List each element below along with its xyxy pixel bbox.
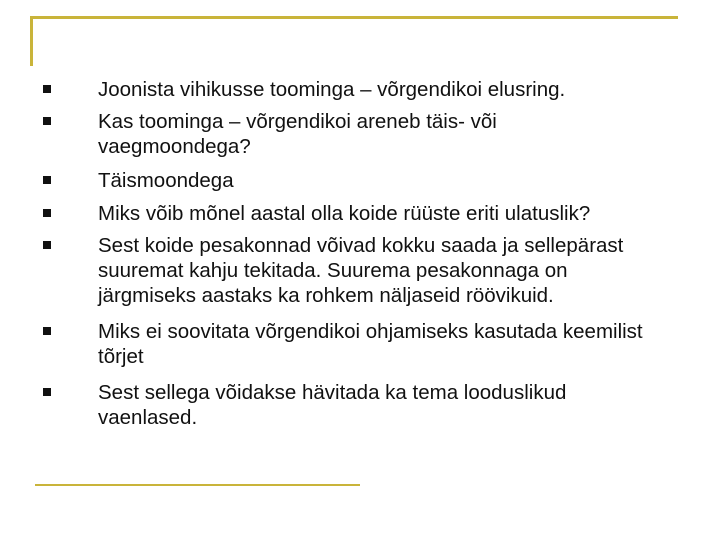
bottom-rule xyxy=(35,484,360,486)
square-bullet-icon xyxy=(43,327,51,335)
square-bullet-icon xyxy=(43,85,51,93)
square-bullet-icon xyxy=(43,388,51,396)
square-bullet-icon xyxy=(43,209,51,217)
item-text: Miks ei soovitata võrgendikoi ohjamiseks kasutada keemilist tõrjet xyxy=(98,320,643,368)
item-text: Sest koide pesakonnad võivad kokku saada ja sellepärast suuremat kahju tekitada. Suurema pesakonnaga on järgmiseks aastaks ka rohkem näljaseid röövikuid. xyxy=(98,234,624,307)
frame-left-border xyxy=(30,16,33,66)
frame-top-border xyxy=(30,16,678,19)
item-text: Miks võib mõnel aastal olla koide rüüste eriti ulatuslik? xyxy=(98,202,591,225)
item-text: Sest sellega võidakse hävitada ka tema looduslikud vaenlased. xyxy=(98,381,567,429)
square-bullet-icon xyxy=(43,241,51,249)
item-text: Joonista vihikusse toominga – võrgendikoi elusring. xyxy=(98,78,566,101)
square-bullet-icon xyxy=(43,117,51,125)
item-text: Täismoondega xyxy=(98,169,234,192)
square-bullet-icon xyxy=(43,176,51,184)
item-text: Kas toominga – võrgendikoi areneb täis- või vaegmoondega? xyxy=(98,110,497,158)
